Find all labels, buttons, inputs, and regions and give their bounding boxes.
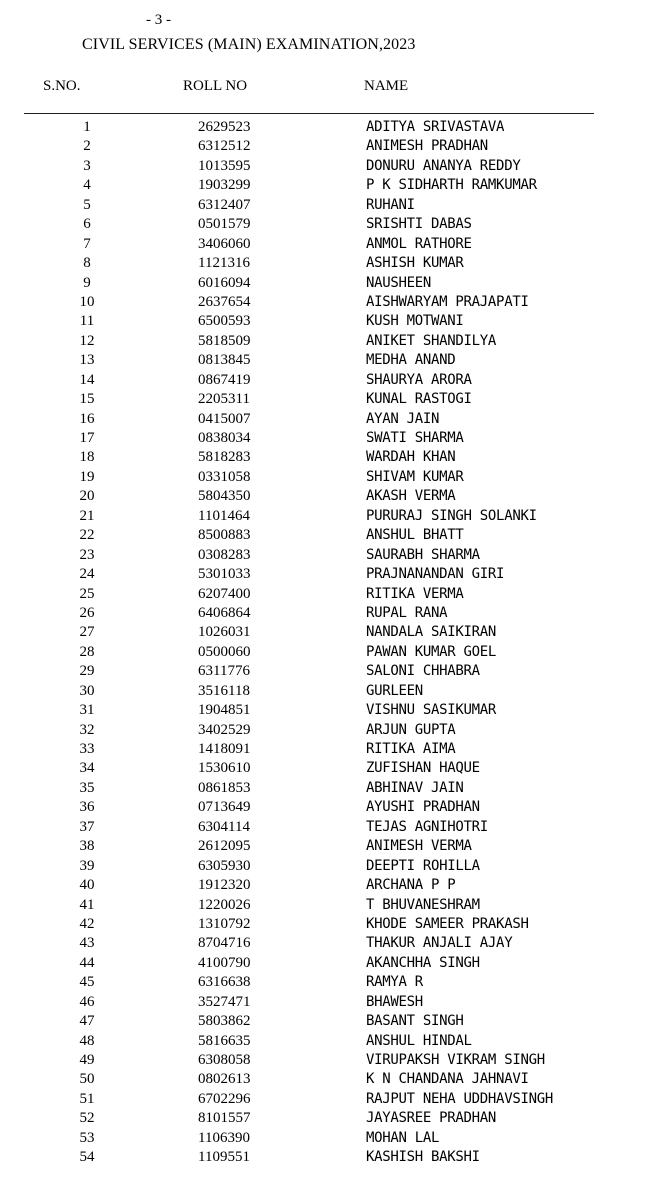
document-title: CIVIL SERVICES (MAIN) EXAMINATION,2023: [82, 36, 416, 53]
table-row: [0, 779, 672, 798]
candidate-name: SWATI SHARMA: [366, 430, 464, 446]
serial-number: 30: [79, 682, 95, 699]
table-row: [0, 235, 672, 254]
roll-number: 5804350: [198, 488, 251, 505]
candidate-name: PRAJNANANDAN GIRI: [366, 566, 505, 583]
candidate-name: KASHISH BAKSHI: [366, 1149, 480, 1166]
candidate-name: SHAURYA ARORA: [366, 371, 472, 388]
table-row: [0, 468, 672, 487]
roll-number: 1418091: [198, 741, 251, 757]
candidate-name: SAURABH SHARMA: [366, 546, 480, 563]
serial-number: 34: [79, 760, 95, 777]
roll-number: 8500883: [198, 527, 251, 544]
serial-number: 47: [79, 1013, 95, 1030]
table-row: [0, 623, 672, 642]
roll-number: 1106390: [198, 1129, 250, 1146]
table-row: [0, 293, 672, 312]
serial-number: 21: [79, 507, 95, 524]
serial-number: 6: [83, 216, 91, 233]
roll-number: 4100790: [198, 954, 251, 971]
page-number: - 3 -: [146, 12, 171, 28]
table-row: [0, 137, 672, 156]
roll-number: 2629523: [198, 119, 251, 135]
candidate-name: TEJAS AGNIHOTRI: [366, 818, 488, 835]
candidate-name: RUPAL RANA: [366, 604, 448, 621]
roll-number: 3516118: [198, 682, 250, 699]
serial-number: 32: [79, 721, 95, 738]
serial-number: 46: [79, 993, 95, 1010]
candidate-name: BHAWESH: [366, 993, 423, 1010]
column-header-sno: S.NO.: [43, 78, 81, 94]
serial-number: 37: [79, 818, 95, 835]
serial-number: 11: [79, 313, 95, 330]
serial-number: 38: [79, 838, 95, 855]
serial-number: 14: [79, 371, 95, 388]
serial-number: 31: [79, 702, 95, 719]
serial-number: 20: [79, 488, 95, 505]
candidate-name: AYAN JAIN: [366, 410, 440, 427]
roll-number: 6016094: [198, 274, 251, 291]
serial-number: 28: [79, 643, 95, 660]
table-row: [0, 934, 672, 953]
candidate-name: RAMYA R: [366, 974, 423, 991]
table-row: [0, 332, 672, 351]
roll-number: 1903299: [198, 177, 251, 194]
serial-number: 19: [79, 468, 95, 485]
candidate-name: RITIKA AIMA: [366, 741, 456, 757]
roll-number: 3527471: [198, 993, 251, 1010]
candidate-name: KUSH MOTWANI: [366, 313, 464, 330]
serial-number: 52: [79, 1110, 95, 1127]
roll-number: 5803862: [198, 1013, 251, 1030]
serial-number: 50: [79, 1071, 95, 1088]
candidate-name: AYUSHI PRADHAN: [366, 799, 480, 816]
table-row: [0, 351, 672, 370]
roll-number: 6406864: [198, 604, 251, 621]
table-row: [0, 429, 672, 448]
serial-number: 10: [79, 293, 95, 310]
serial-number: 12: [79, 332, 95, 349]
candidate-name: PAWAN KUMAR GOEL: [366, 643, 497, 660]
candidate-name: P K SIDHARTH RAMKUMAR: [366, 177, 537, 194]
serial-number: 33: [79, 741, 95, 757]
roll-number: 5818283: [198, 449, 251, 466]
table-row: [0, 565, 672, 584]
candidate-name: K N CHANDANA JAHNAVI: [366, 1071, 529, 1088]
serial-number: 53: [79, 1129, 95, 1146]
table-row: [0, 837, 672, 856]
candidate-name: MEDHA ANAND: [366, 352, 456, 369]
serial-number: 7: [83, 235, 91, 252]
roll-number: 0331058: [198, 468, 251, 485]
serial-number: 17: [79, 430, 95, 446]
serial-number: 39: [79, 857, 95, 874]
roll-number: 1530610: [198, 760, 251, 777]
table-row: [0, 1129, 672, 1148]
serial-number: 42: [79, 915, 95, 932]
candidate-name: GURLEEN: [366, 682, 423, 699]
header-divider: [24, 113, 594, 114]
candidate-name: AISHWARYAM PRAJAPATI: [366, 293, 529, 310]
roll-number: 6207400: [198, 585, 251, 602]
roll-number: 6311776: [198, 663, 250, 680]
serial-number: 5: [83, 196, 91, 213]
table-row: [0, 1109, 672, 1128]
candidate-name: RAJPUT NEHA UDDHAVSINGH: [366, 1090, 553, 1107]
table-row: [0, 1090, 672, 1109]
serial-number: 49: [79, 1052, 95, 1068]
roll-number: 0308283: [198, 546, 251, 563]
candidate-name: VISHNU SASIKUMAR: [366, 702, 497, 719]
table-row: [0, 196, 672, 215]
serial-number: 54: [79, 1149, 95, 1166]
table-row: [0, 1051, 672, 1070]
roll-number: 6312512: [198, 138, 251, 155]
table-row: [0, 993, 672, 1012]
roll-number: 1101464: [198, 507, 250, 524]
table-row: [0, 682, 672, 701]
serial-number: 25: [79, 585, 95, 602]
table-row: [0, 818, 672, 837]
table-row: [0, 954, 672, 973]
roll-number: 1310792: [198, 915, 251, 932]
serial-number: 15: [79, 391, 95, 408]
table-row: [0, 176, 672, 195]
serial-number: 22: [79, 527, 95, 544]
serial-number: 8: [83, 255, 91, 272]
candidate-name: DONURU ANANYA REDDY: [366, 157, 521, 174]
table-row: [0, 507, 672, 526]
roll-number: 6305930: [198, 857, 251, 874]
roll-number: 1904851: [198, 702, 251, 719]
table-row: [0, 274, 672, 293]
serial-number: 40: [79, 877, 95, 894]
candidate-name: SHIVAM KUMAR: [366, 468, 464, 485]
candidate-name: ZUFISHAN HAQUE: [366, 760, 480, 777]
candidate-name: JAYASREE PRADHAN: [366, 1110, 497, 1127]
roll-number: 1013595: [198, 157, 251, 174]
serial-number: 23: [79, 546, 95, 563]
candidate-name: PURURAJ SINGH SOLANKI: [366, 507, 537, 524]
table-row: [0, 1012, 672, 1031]
roll-number: 0500060: [198, 643, 251, 660]
table-row: [0, 896, 672, 915]
candidate-name: ADITYA SRIVASTAVA: [366, 119, 505, 135]
candidate-name: VIRUPAKSH VIKRAM SINGH: [366, 1052, 545, 1068]
candidate-name: ARJUN GUPTA: [366, 721, 456, 738]
table-row: [0, 390, 672, 409]
serial-number: 43: [79, 935, 95, 952]
candidate-name: ANIMESH VERMA: [366, 838, 472, 855]
table-row: [0, 740, 672, 759]
roll-number: 5301033: [198, 566, 251, 583]
table-row: [0, 118, 672, 137]
candidate-name: ANMOL RATHORE: [366, 235, 472, 252]
candidate-name: WARDAH KHAN: [366, 449, 456, 466]
roll-number: 6702296: [198, 1090, 251, 1107]
candidate-name: RITIKA VERMA: [366, 585, 464, 602]
roll-number: 0867419: [198, 371, 251, 388]
table-row: [0, 1070, 672, 1089]
serial-number: 36: [79, 799, 95, 816]
serial-number: 1: [83, 119, 91, 135]
candidate-name: ANIKET SHANDILYA: [366, 332, 497, 349]
serial-number: 18: [79, 449, 95, 466]
serial-number: 45: [79, 974, 95, 991]
roll-number: 0802613: [198, 1071, 251, 1088]
roll-number: 6312407: [198, 196, 251, 213]
table-row: [0, 876, 672, 895]
table-row: [0, 410, 672, 429]
candidate-name: DEEPTI ROHILLA: [366, 857, 480, 874]
roll-number: 3406060: [198, 235, 251, 252]
roll-number: 0838034: [198, 430, 251, 446]
roll-number: 8101557: [198, 1110, 251, 1127]
table-row: [0, 915, 672, 934]
column-header-roll-no: ROLL NO: [183, 78, 248, 94]
roll-number: 6500593: [198, 313, 251, 330]
candidate-name: ARCHANA P P: [366, 877, 456, 894]
roll-number: 1109551: [198, 1149, 250, 1166]
table-row: [0, 643, 672, 662]
serial-number: 24: [79, 566, 95, 583]
roll-number: 1912320: [198, 877, 251, 894]
table-row: [0, 759, 672, 778]
table-row: [0, 973, 672, 992]
candidate-name: SRISHTI DABAS: [366, 216, 472, 233]
serial-number: 48: [79, 1032, 95, 1049]
serial-number: 35: [79, 779, 95, 796]
table-row: [0, 157, 672, 176]
table-row: [0, 1148, 672, 1167]
serial-number: 29: [79, 663, 95, 680]
candidate-name: THAKUR ANJALI AJAY: [366, 935, 513, 952]
results-list: [0, 118, 672, 1168]
roll-number: 1220026: [198, 896, 251, 913]
table-row: [0, 371, 672, 390]
candidate-name: ASHISH KUMAR: [366, 255, 464, 272]
serial-number: 9: [83, 274, 91, 291]
candidate-name: AKANCHHA SINGH: [366, 954, 480, 971]
serial-number: 41: [79, 896, 95, 913]
serial-number: 44: [79, 954, 95, 971]
roll-number: 0501579: [198, 216, 251, 233]
table-row: [0, 254, 672, 273]
serial-number: 2: [83, 138, 91, 155]
table-row: [0, 312, 672, 331]
candidate-name: ANSHUL HINDAL: [366, 1032, 472, 1049]
roll-number: 3402529: [198, 721, 251, 738]
serial-number: 51: [79, 1090, 95, 1107]
roll-number: 2205311: [198, 391, 250, 408]
table-row: [0, 604, 672, 623]
roll-number: 6316638: [198, 974, 251, 991]
serial-number: 13: [79, 352, 95, 369]
roll-number: 5818509: [198, 332, 251, 349]
roll-number: 5816635: [198, 1032, 251, 1049]
candidate-name: ANIMESH PRADHAN: [366, 138, 488, 155]
candidate-name: ANSHUL BHATT: [366, 527, 464, 544]
candidate-name: MOHAN LAL: [366, 1129, 440, 1146]
table-row: [0, 721, 672, 740]
serial-number: 26: [79, 604, 95, 621]
table-row: [0, 857, 672, 876]
roll-number: 0713649: [198, 799, 251, 816]
candidate-name: T BHUVANESHRAM: [366, 896, 480, 913]
roll-number: 8704716: [198, 935, 251, 952]
table-row: [0, 215, 672, 234]
roll-number: 2612095: [198, 838, 251, 855]
candidate-name: RUHANI: [366, 196, 415, 213]
candidate-name: KUNAL RASTOGI: [366, 391, 472, 408]
roll-number: 1026031: [198, 624, 251, 641]
table-row: [0, 526, 672, 545]
candidate-name: BASANT SINGH: [366, 1013, 464, 1030]
table-row: [0, 448, 672, 467]
candidate-name: NANDALA SAIKIRAN: [366, 624, 497, 641]
candidate-name: ABHINAV JAIN: [366, 779, 464, 796]
table-row: [0, 1032, 672, 1051]
table-row: [0, 487, 672, 506]
roll-number: 6308058: [198, 1052, 251, 1068]
serial-number: 4: [83, 177, 91, 194]
candidate-name: NAUSHEEN: [366, 274, 432, 291]
serial-number: 16: [79, 410, 95, 427]
serial-number: 27: [79, 624, 95, 641]
roll-number: 1121316: [198, 255, 250, 272]
roll-number: 6304114: [198, 818, 250, 835]
roll-number: 0861853: [198, 779, 251, 796]
roll-number: 2637654: [198, 293, 251, 310]
column-header-name: NAME: [364, 78, 409, 94]
candidate-name: AKASH VERMA: [366, 488, 456, 505]
table-row: [0, 701, 672, 720]
candidate-name: KHODE SAMEER PRAKASH: [366, 915, 529, 932]
table-row: [0, 662, 672, 681]
table-row: [0, 585, 672, 604]
roll-number: 0415007: [198, 410, 251, 427]
table-row: [0, 798, 672, 817]
table-row: [0, 546, 672, 565]
roll-number: 0813845: [198, 352, 251, 369]
candidate-name: SALONI CHHABRA: [366, 663, 480, 680]
serial-number: 3: [83, 157, 91, 174]
